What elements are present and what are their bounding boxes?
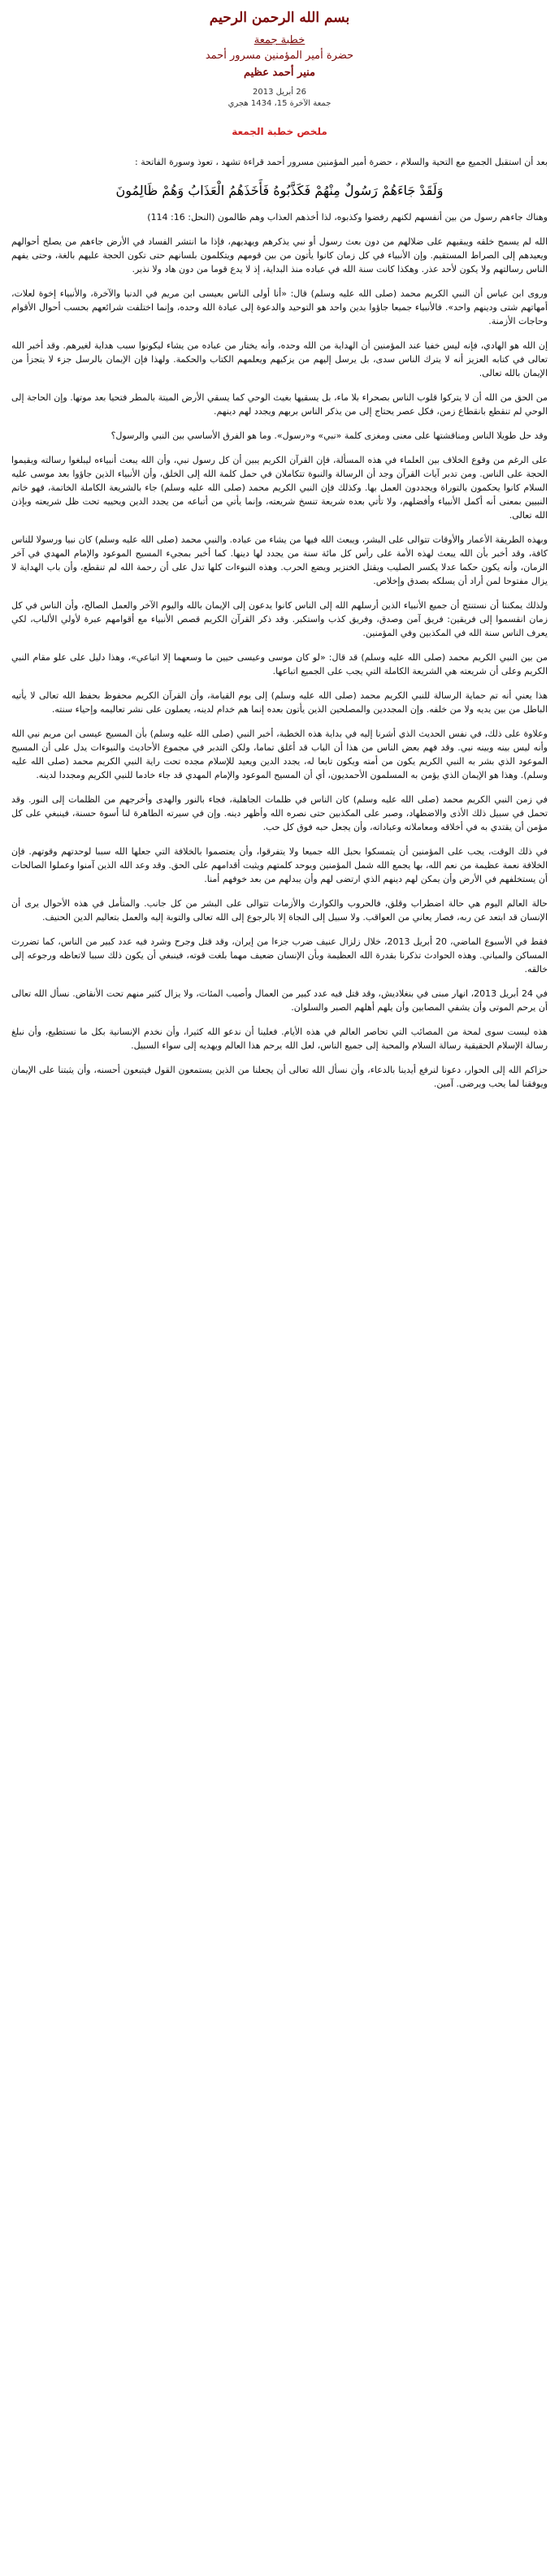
body-paragraph: من بين النبي الكريم محمد (صلى الله عليه وسلم) قد قال: «لو كان موسى وعيسى حيين ما وسعهما إلا اتباعي»، وهذا دليل على علو مقام النبي الكريم وعلى أن شريعته هي الشريعة الكاملة التي يجب على الجميع اتباعها. (11, 652, 548, 676)
quran-verse: وَلَقَدْ جَاءَهُمْ رَسُولٌ مِنْهُمْ فَكَذَّبُوهُ فَأَخَذَهُمُ الْعَذَابُ وَهُمْ ظَالِمُونَ (115, 183, 444, 198)
khutba-label: خطبة جمعة (254, 34, 306, 46)
intro-paragraph: بعد أن استقبل الجميع مع التحية والسلام ، حضرة أمير المؤمنين مسرور أحمد قراءة تشهد ، تعوذ وسورة الفاتحة : (135, 157, 548, 167)
body-paragraph: في ذلك الوقت، يجب على المؤمنين أن يتمسكوا بحبل الله جميعا ولا يتفرقوا، وأن يعتصموا بالخلافة التي جعلها الله سببا لوحدتهم وقوتهم. فإن الخلافة نعمة عظيمة من نعم الله، بها يجمع الله شمل المؤمنين ويوحد كلمتهم ويثبت أقدامهم على الحق. وقد وعد الله الذين آمنوا وعملوا الصالحات أن يستخلفهم في الأرض وأن يمكن لهم دينهم الذي ارتضى لهم وأن يبدلهم من بعد خوفهم أمنا. (11, 846, 548, 884)
body-paragraph: إن الله هو الهادي، فإنه ليس خفيا عند المؤمنين أن الهداية من الله وحده، وأنه يختار من عباده من يشاء ليكونوا سبب هداية لغيرهم. وقد أخبر الله تعالى في كتابه العزيز أنه لا يترك الناس سدى، بل يرسل إليهم من يزكيهم ويعلمهم الكتاب والحكمة. ولهذا فإن الإيمان بالرسل جزء لا يتجزأ من الإيمان بالله تعالى. (11, 340, 548, 378)
body-paragraph: حزاكم الله إلى الحوار، دعونا لنرفع أيدينا بالدعاء، وأن نسأل الله تعالى أن يجعلنا من الذين يستمعون القول فيتبعون أحسنه، وأن يثبتنا على الإيمان ويوفقنا لما يحب ويرضى. آمين. (11, 1065, 548, 1089)
body-paragraph: ولذلك يمكننا أن نستنتج أن جميع الأنبياء الذين أرسلهم الله إلى الناس كانوا يدعون إلى الإيمان بالله واليوم الآخر والعمل الصالح، وأن الناس في كل زمان انقسموا إلى فريقين: فريق آمن وصدق، وفريق كذب واستكبر. وقد ذكر القرآن الكريم قصص الأنبياء مع أقوامهم عبرة لأولي الألباب، لكي يعرف الناس سنة الله في المكذبين وفي المؤمنين. (11, 600, 548, 638)
body-paragraph: من الحق من الله أن لا يتركوا قلوب الناس بصحراء بلا ماء، بل يسقيها بغيث الوحي كما يسقي الأرض الميتة بالمطر فتحيا بعد موتها. وإن الحاجة إلى الوحي لم تنقطع بانقطاع زمن، فكل عصر يحتاج إلى من يذكر الناس بربهم ويجدد لهم دينهم. (11, 392, 548, 417)
date-hijri: جمعة الآخرة 15، 1434 هجري (228, 99, 332, 108)
body-paragraph: وروى ابن عباس أن النبي الكريم محمد (صلى الله عليه وسلم) قال: «أنا أولى الناس بعيسى ابن مريم في الدنيا والآخرة، والأنبياء إخوة لعلات، أمهاتهم شتى ودينهم واحد». فالأنبياء جميعا جاؤوا بدين واحد هو التوحيد والدعوة إلى عبادة الله وحده، وإنما اختلفت شرائعهم بحسب أحوال الأقوام وحاجات الأزمنة. (11, 288, 548, 326)
body-paragraph: الله لم يسمح خلقه ويبقيهم على ضلالهم من دون بعث رسول أو نبي يذكرهم ويهديهم، فإذا ما انتشر الفساد في الأرض جاءهم من يصلح أحوالهم ويعيدهم إلى الصراط المستقيم. وإن الأنبياء في كل زمان كانوا يأتون من بين قومهم ويتكلمون بلسانهم حتى تكون الحجة عليهم بالغة، وحتى يفهم الناس رسالتهم ولا يكون لأحد عذر. وهكذا كانت سنة الله في عباده منذ البداية، إذ لا يدع قوما من دون هاد ولا نذير. (11, 236, 548, 274)
body-paragraph: وقد حل طويلا الناس ومناقشتها على معنى ومغزى كلمة «نبي» و«رسول». وما هو الفرق الأساسي بين النبي والرسول؟ (110, 430, 548, 441)
body-paragraph: حالة العالم اليوم هي حالة اضطراب وقلق، فالحروب والكوارث والأزمات تتوالى على البشر من كل جانب. والمتأمل في هذه الأحوال يرى أن الإنسان قد ابتعد عن ربه، فصار يعاني من العواقب. ولا سبيل إلى النجاة إلا بالرجوع إلى الله تعالى والتوبة إليه والعمل بتعاليم الدين الحنيف. (11, 898, 548, 923)
summary-title: ملخص خطبة الجمعة (232, 126, 327, 137)
body-paragraph: في 24 أبريل 2013، انهار مبنى في بنغلاديش، وقد قتل فيه عدد كبير من العمال وأصيب المئات، ولا يزال كثير منهم تحت الأنقاض. نسأل الله تعالى أن يرحم الموتى وأن يشفي المصابين وأن يلهم أهلهم الصبر والسلوان. (11, 988, 548, 1013)
body-paragraph: هذه ليست سوى لمحة من المصائب التي تحاصر العالم في هذه الأيام. فعلينا أن ندعو الله كثيرا، وأن نخدم الإنسانية بكل ما نستطيع، وأن نبلغ رسالة الإسلام الحقيقية رسالة السلام والمحبة إلى جميع الناس، لعل الله يرحم هذا العالم ويهديه إلى سواء السبيل. (11, 1027, 548, 1051)
body-paragraph: فقط في الأسبوع الماضي، 20 أبريل 2013، خلال زلزال عنيف ضرب جزءا من إيران، وقد قتل وجرح وشرد فيه عدد كبير من الناس، كما تضررت المساكن والمباني. وهذه الحوادث تذكرنا بقدرة الله العظيمة وبأن الإنسان ضعيف مهما بلغت قوته، فينبغي أن يكون ذلك سببا لاتعاظه ورجوعه إلى خالقه. (11, 936, 548, 975)
body-paragraph: هذا يعني أنه تم حماية الرسالة للنبي الكريم محمد (صلى الله عليه وسلم) إلى يوم القيامة، وأن القرآن الكريم محفوظ بحفظ الله تعالى لا يأتيه الباطل من بين يديه ولا من خلفه. وإن المجددين والمصلحين الذين يأتون بعده إنما هم خدام لدينه، يعملون على نشر تعاليمه وإحياء سنته. (11, 690, 548, 715)
verse-translation: وهناك جاءهم رسول من بين أنفسهم لكنهم رفضوا وكذبوه، لذا أخذهم العذاب وهم ظالمون (النحل: 16: 114) (147, 212, 548, 223)
body-paragraph: على الرغم من وقوع الخلاف بين العلماء في هذه المسألة، فإن القرآن الكريم يبين أن كل رسول نبي، وأن الله يبعث أنبياءه ليبلغوا رسالته ويقيموا الحجة على الناس. ومن تدبر آيات القرآن وجد أن الرسالة والنبوة تتكاملان في حمل كلمة الله إلى الخلق، وأن الأنبياء الذين جاؤوا بعد موسى عليه السلام كانوا يحكمون بالتوراة ويجددون العمل بها. وكذلك فإن النبي الكريم محمد (صلى الله عليه وسلم) جاء بالشريعة الكاملة الخاتمة، فهو خاتم النبيين بمعنى أنه أكمل الأنبياء وأفضلهم، ولا تأتي بعده شريعة تنسخ شريعته، وإنما يأتي من أتباعه من يجدد الدين ويحييه تحت ظل شريعته وبإذن الله تعالى. (11, 455, 548, 521)
speaker-name: منير أحمد عظيم (243, 67, 316, 79)
date-gregorian: 26 أبريل 2013 (253, 88, 306, 97)
date-block (11, 87, 548, 110)
body-paragraph: وعلاوة على ذلك، في نفس الحديث الذي أشرنا إليه في بداية هذه الخطبة، أخبر النبي (صلى الله عليه وسلم) بأن المسيح عيسى ابن مريم نبي الله وأنه ليس بينه وبينه نبي. وقد فهم بعض الناس من هذا أن الباب قد أغلق تماما، ولكن التدبر في مجموع الأحاديث والنبوءات يدل على أن المسيح الموعود الذي بشر به النبي الكريم يكون من أمته ويكون تابعا له، يجدد الدين ويعيد للإسلام مجده تحت راية النبي الكريم محمد (صلى الله عليه وسلم). وهذا هو الإيمان الذي يؤمن به المسلمون الأحمديون، أي أن المسيح الموعود والإمام المهدي قد جاء خادما للنبي الكريم ومجددا لدينه. (11, 728, 548, 780)
body-paragraphs (11, 235, 548, 1091)
khutba-header (11, 10, 548, 137)
body-paragraph: وبهذه الطريقة الأعمار والأوقات تتوالى على البشر، ويبعث الله فيها من يشاء من عباده. والنبي محمد (صلى الله عليه وسلم) كان نبيا ورسولا للناس كافة، وقد أخبر بأن الله يبعث لهذه الأمة على رأس كل مائة سنة من يجدد لها دينها. كما أخبر بمجيء المسيح الموعود والإمام المهدي في آخر الزمان، وأنه يكون حكما عدلا يكسر الصليب ويقتل الخنزير ويضع الحرب. وهذه النبوءات كلها تدل على أن رحمة الله لم تنقطع، وأن باب الهداية لا يزال مفتوحا لمن أراد أن يسلكه بصدق وإخلاص. (11, 534, 548, 586)
basmala-heading: بسم الله الرحمن الرحيم (209, 10, 350, 26)
body-paragraph: في زمن النبي الكريم محمد (صلى الله عليه وسلم) كان الناس في ظلمات الجاهلية، فجاء بالنور والهدى وأخرجهم من الظلمات إلى النور. وقد تحمل في سبيل ذلك الأذى والاضطهاد، وصبر على المكذبين حتى نصره الله وأظهر دينه. وإن في سيرته الطاهرة لنا أسوة حسنة، فينبغي على كل مؤمن أن يقتدي به في أخلاقه ومعاملاته وعباداته، وأن يجعل حبه فوق كل حب. (11, 794, 548, 832)
presenter-line: حضرة أمير المؤمنين مسرور أحمد (205, 50, 354, 62)
